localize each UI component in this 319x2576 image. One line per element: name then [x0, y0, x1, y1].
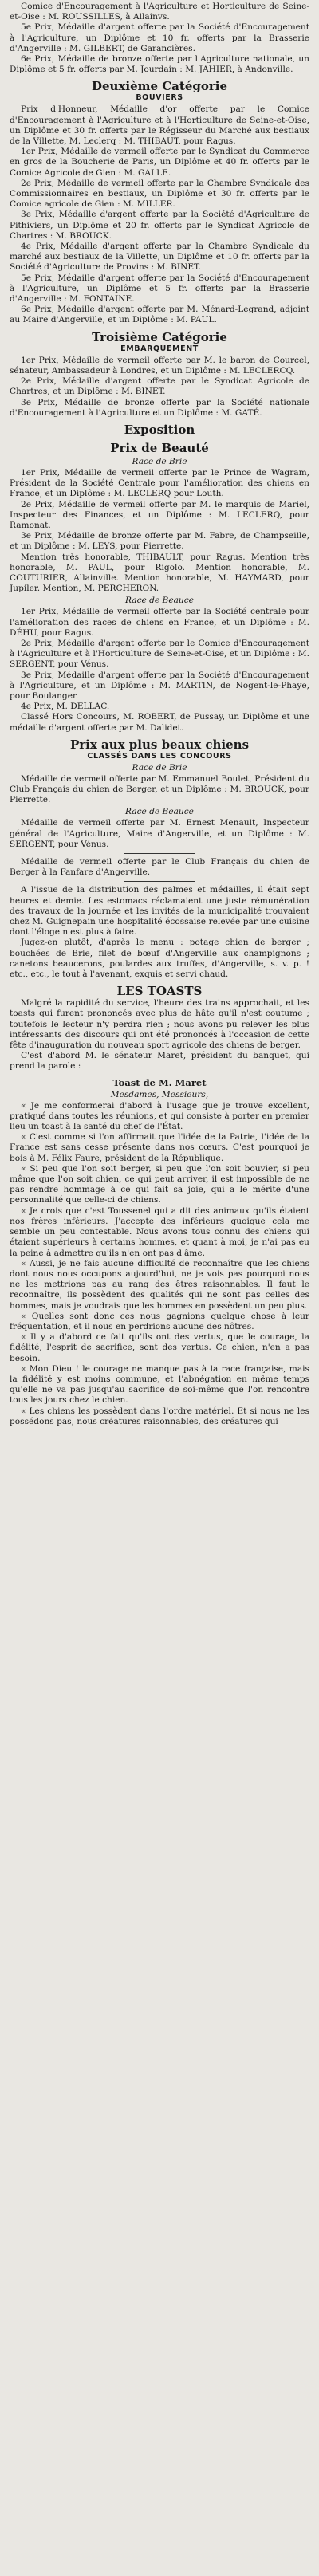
section-heading: Exposition [124, 422, 195, 437]
breed-heading: Race de Beauce [125, 596, 194, 606]
paragraph: 3e Prix, Médaille de bronze offerte par M. Fabre, de Champseille, et un Diplôme : M. LEYS, pour Pierrette. [10, 531, 309, 552]
paragraph: « Je me conformerai d'abord à l'usage que je trouve excellent, pratiqué dans toutes les réunions, et qui consiste à porter en premier lieu un toast à la santé du chef de l'État. [10, 1100, 309, 1132]
section-heading: Deuxième Catégorie [91, 79, 228, 94]
paragraph: C'est d'abord M. le sénateur Maret, président du banquet, qui prend la parole : [10, 1051, 309, 1072]
subsection-heading: CLASSÉS DANS LES CONCOURS [87, 751, 232, 761]
section-heading: LES TOASTS [116, 984, 203, 999]
paragraph: Médaille de vermeil offerte par M. Ernest Menault, Inspecteur général de l'Agriculture, Maire d'Angerville, et un Diplôme : M. SERGENT, pour Vénus. [10, 818, 309, 849]
paragraph: 1er Prix, Médaille de vermeil offerte par M. le baron de Courcel, sénateur, Ambassadeur à Londres, et un Diplôme : M. LECLERCQ. [10, 355, 309, 376]
paragraph: 2e Prix, Médaille de vermeil offerte par la Chambre Syndicale des Commissionnaires en bestiaux, un Diplôme et 30 fr. offerts par le Comice agricole de Gien : M. MILLER. [10, 178, 309, 210]
toast-heading: Toast de M. Maret [112, 1076, 207, 1088]
divider [124, 853, 195, 854]
paragraph: « Il y a d'abord ce fait qu'ils ont des vertus, que le courage, la fidélité, l'esprit de sacrifice, sont des vertus. Ce chien, n'en a pas besoin. [10, 1332, 309, 1363]
subsection-heading: BOUVIERS [136, 93, 183, 103]
paragraph: 1er Prix, Médaille de vermeil offerte par le Syndicat du Commerce en gros de la Boucherie de Paris, un Diplôme et 40 fr. offerts par le Comice Agricole de Gien : M. GALLE. [10, 147, 309, 178]
divider [124, 881, 195, 882]
paragraph: Comice d'Encouragement à l'Agriculture et Horticulture de Seine-et-Oise : M. ROUSSILLES, à Allainvs. [10, 2, 309, 22]
paragraph: 3e Prix, Médaille de bronze offerte par la Société nationale d'Encouragement à l'Agriculture et un Diplôme : M. GATÉ. [10, 397, 309, 418]
paragraph: Prix d'Honneur, Médaille d'or offerte par le Comice d'Encouragement à l'Agriculture et à l'Horticulture de Seine-et-Oise, un Diplôme et 30 fr. offerts par le Régisseur du Marché aux bestiaux de la Villette, M. Leclerq : M. THIBAUT, pour Ragus. [10, 104, 309, 147]
paragraph: 5e Prix, Médaille d'argent offerte par la Société d'Encouragement à l'Agriculture, un Diplôme et 10 fr. offerts par la Brasserie d'Angerville : M. GILBERT, de Garancières. [10, 22, 309, 53]
subsection-heading: EMBARQUEMENT [120, 344, 199, 353]
paragraph: « Les chiens les possèdent dans l'ordre matériel. Et si nous ne les possédons pas, nous créatures raisonnables, des créatures qui [10, 1406, 309, 1426]
section-heading: Prix aux plus beaux chiens [69, 737, 250, 752]
paragraph: 1er Prix, Médaille de vermeil offerte par le Prince de Wagram, Président de la Société Centrale pour l'amélioration des chiens en France, et un Diplôme : M. LECLERQ pour Louth. [10, 467, 309, 499]
paragraph: Jugez-en plutôt, d'après le menu : potage chien de berger ; bouchées de Brie, filet de bœuf d'Angerville aux champignons ; canetons beaucerons, poulardes aux truffes, d'Angerville, s. v. p. ! etc., etc., le tout à l'avenant, exquis et servi chaud. [10, 938, 309, 980]
paragraph: 2e Prix, Médaille de vermeil offerte par M. le marquis de Mariel, Inspecteur des Finances, et un Diplôme : M. LECLERQ, pour Ramonat. [10, 499, 309, 530]
paragraph: Malgré la rapidité du service, l'heure des trains approchait, et les toasts qui furent prononcés avec plus de hâte qu'il n'est coutume ; toutefois le lecteur n'y perdra rien ; nous avons pu relever les plus intéressants des discours qui ont été prononcés à l'occasion de cette fête d'inauguration du nouveau sport agricole des chiens de berger. [10, 998, 309, 1051]
paragraph: 5e Prix, Médaille d'argent offerte par la Société d'Encouragement à l'Agriculture, un Diplôme et 5 fr. offerts par la Brasserie d'Angerville : M. FONTAINE. [10, 273, 309, 305]
paragraph: A l'issue de la distribution des palmes et médailles, il était sept heures et demie. Les estomacs réclamaient une juste rémunération des travaux de la journée et les invités de la municipalité trouvaient chez M. Guignepain une hospitalité écossaise relevée par une cuisine dont l'éloge n'est plus à faire. [10, 885, 309, 938]
paragraph: Mention très honorable, THIBAULT, pour Ragus. Mention très honorable, M. PAUL, pour Rigolo. Mention honorable, M. COUTURIER, Allainville. Mention honorable, M. HAYMARD, pour Jupiler. Mention, M. PERCHERON. [10, 552, 309, 594]
paragraph: 2e Prix, Médaille d'argent offerte par le Syndicat Agricole de Chartres, et un Diplôme : M. BINET. [10, 376, 309, 397]
section-heading: Prix de Beauté [110, 440, 209, 455]
paragraph: Médaille de vermeil offerte par M. Emmanuel Boulet, Président du Club Français du chien de Berger, et un Diplôme : M. BROUCK, pour Pierrette. [10, 773, 309, 805]
paragraph: « C'est comme si l'on affirmait que l'idée de la Patrie, l'idée de la France est sans cesse présente dans nos cœurs. C'est pourquoi je bois à M. Félix Faure, président de la République. [10, 1132, 309, 1163]
salutation: Mesdames, Messieurs, [110, 1089, 209, 1099]
section-heading: Troisième Catégorie [92, 329, 227, 344]
paragraph: 1er Prix, Médaille de vermeil offerte par la Société centrale pour l'amélioration des races de chiens en France, et un Diplôme : M. DÉHU, pour Ragus. [10, 607, 309, 638]
breed-heading: Race de Brie [132, 762, 187, 773]
paragraph: 3e Prix, Médaille d'argent offerte par la Société d'Agriculture de Pithiviers, un Diplôme et 20 fr. offerts par le Syndicat Agricole de Chartres : M. BROUCK. [10, 210, 309, 241]
paragraph: « Je crois que c'est Toussenel qui a dit des animaux qu'ils étaient nos frères inférieurs. J'accepte des inférieurs quoique cela me semble un peu contestable. Nous avons tous connu des chiens qui étaient supérieurs à certains hommes, et quant à moi, je n'ai pas eu la peine à admettre qu'ils n'en ont pas d'âme. [10, 1205, 309, 1258]
paragraph: 6e Prix, Médaille d'argent offerte par M. Ménard-Legrand, adjoint au Maire d'Angerville, et un Diplôme : M. PAUL. [10, 305, 309, 325]
paragraph: 4e Prix, Médaille d'argent offerte par la Chambre Syndicale du marché aux bestiaux de la Villette, un Diplôme et 10 fr. offerts par la Société d'Agriculture de Provins : M. BINET. [10, 242, 309, 273]
paragraph: 4e Prix, M. DELLAC. [21, 702, 110, 712]
paragraph: « Quelles sont donc ces nous gagnions quelque chose à leur fréquentation, et il nous en perdrions aucune des nôtres. [10, 1311, 309, 1331]
breed-heading: Race de Brie [132, 456, 187, 466]
paragraph: Médaille de vermeil offerte par le Club Français du chien de Berger à la Fanfare d'Angerville. [10, 857, 309, 878]
breed-heading: Race de Beauce [125, 807, 194, 817]
paragraph: « Mon Dieu ! le courage ne manque pas à la race française, mais la fidélité y est moins commune, et l'abnégation en même temps qu'elle ne va pas jusqu'au sacrifice de soi-même que l'on rencontre tous les jours chez le chien. [10, 1363, 309, 1406]
paragraph: Classé Hors Concours, M. ROBERT, de Pussay, un Diplôme et une médaille d'argent offerte par M. Dalidet. [10, 712, 309, 733]
paragraph: 6e Prix, Médaille de bronze offerte par l'Agriculture nationale, un Diplôme et 5 fr. offerts par M. Jourdain : M. JAHIER, à Andonville. [10, 54, 309, 75]
paragraph: « Si peu que l'on soit berger, si peu que l'on soit bouvier, si peu même que l'on soit chien, ce qui peut arriver, il est impossible de ne pas rendre hommage à ce qui fait sa joie, qui a le mérite d'une personnalité que celle-ci de chiens. [10, 1163, 309, 1205]
paragraph: « Aussi, je ne fais aucune difficulté de reconnaître que les chiens dont nous nous occupons aujourd'hui, ne je vois pas pourquoi nous ne les mettrions pas au rang des êtres raisonnables. Il faut le reconnaître, ils possèdent des qualités qui ne sont pas celles des hommes, mais je voudrais que les hommes en possèdent un peu plus. [10, 1258, 309, 1311]
paragraph: 2e Prix, Médaille d'argent offerte par le Comice d'Encouragement à l'Agriculture et à l'Horticulture de Seine-et-Oise, et un Diplôme : M. SERGENT, pour Vénus. [10, 638, 309, 670]
paragraph: 3e Prix, Médaille d'argent offerte par la Société d'Encouragement à l'Agriculture, et un Diplôme : M. MARTIN, de Nogent-le-Phaye, pour Boulanger. [10, 670, 309, 701]
